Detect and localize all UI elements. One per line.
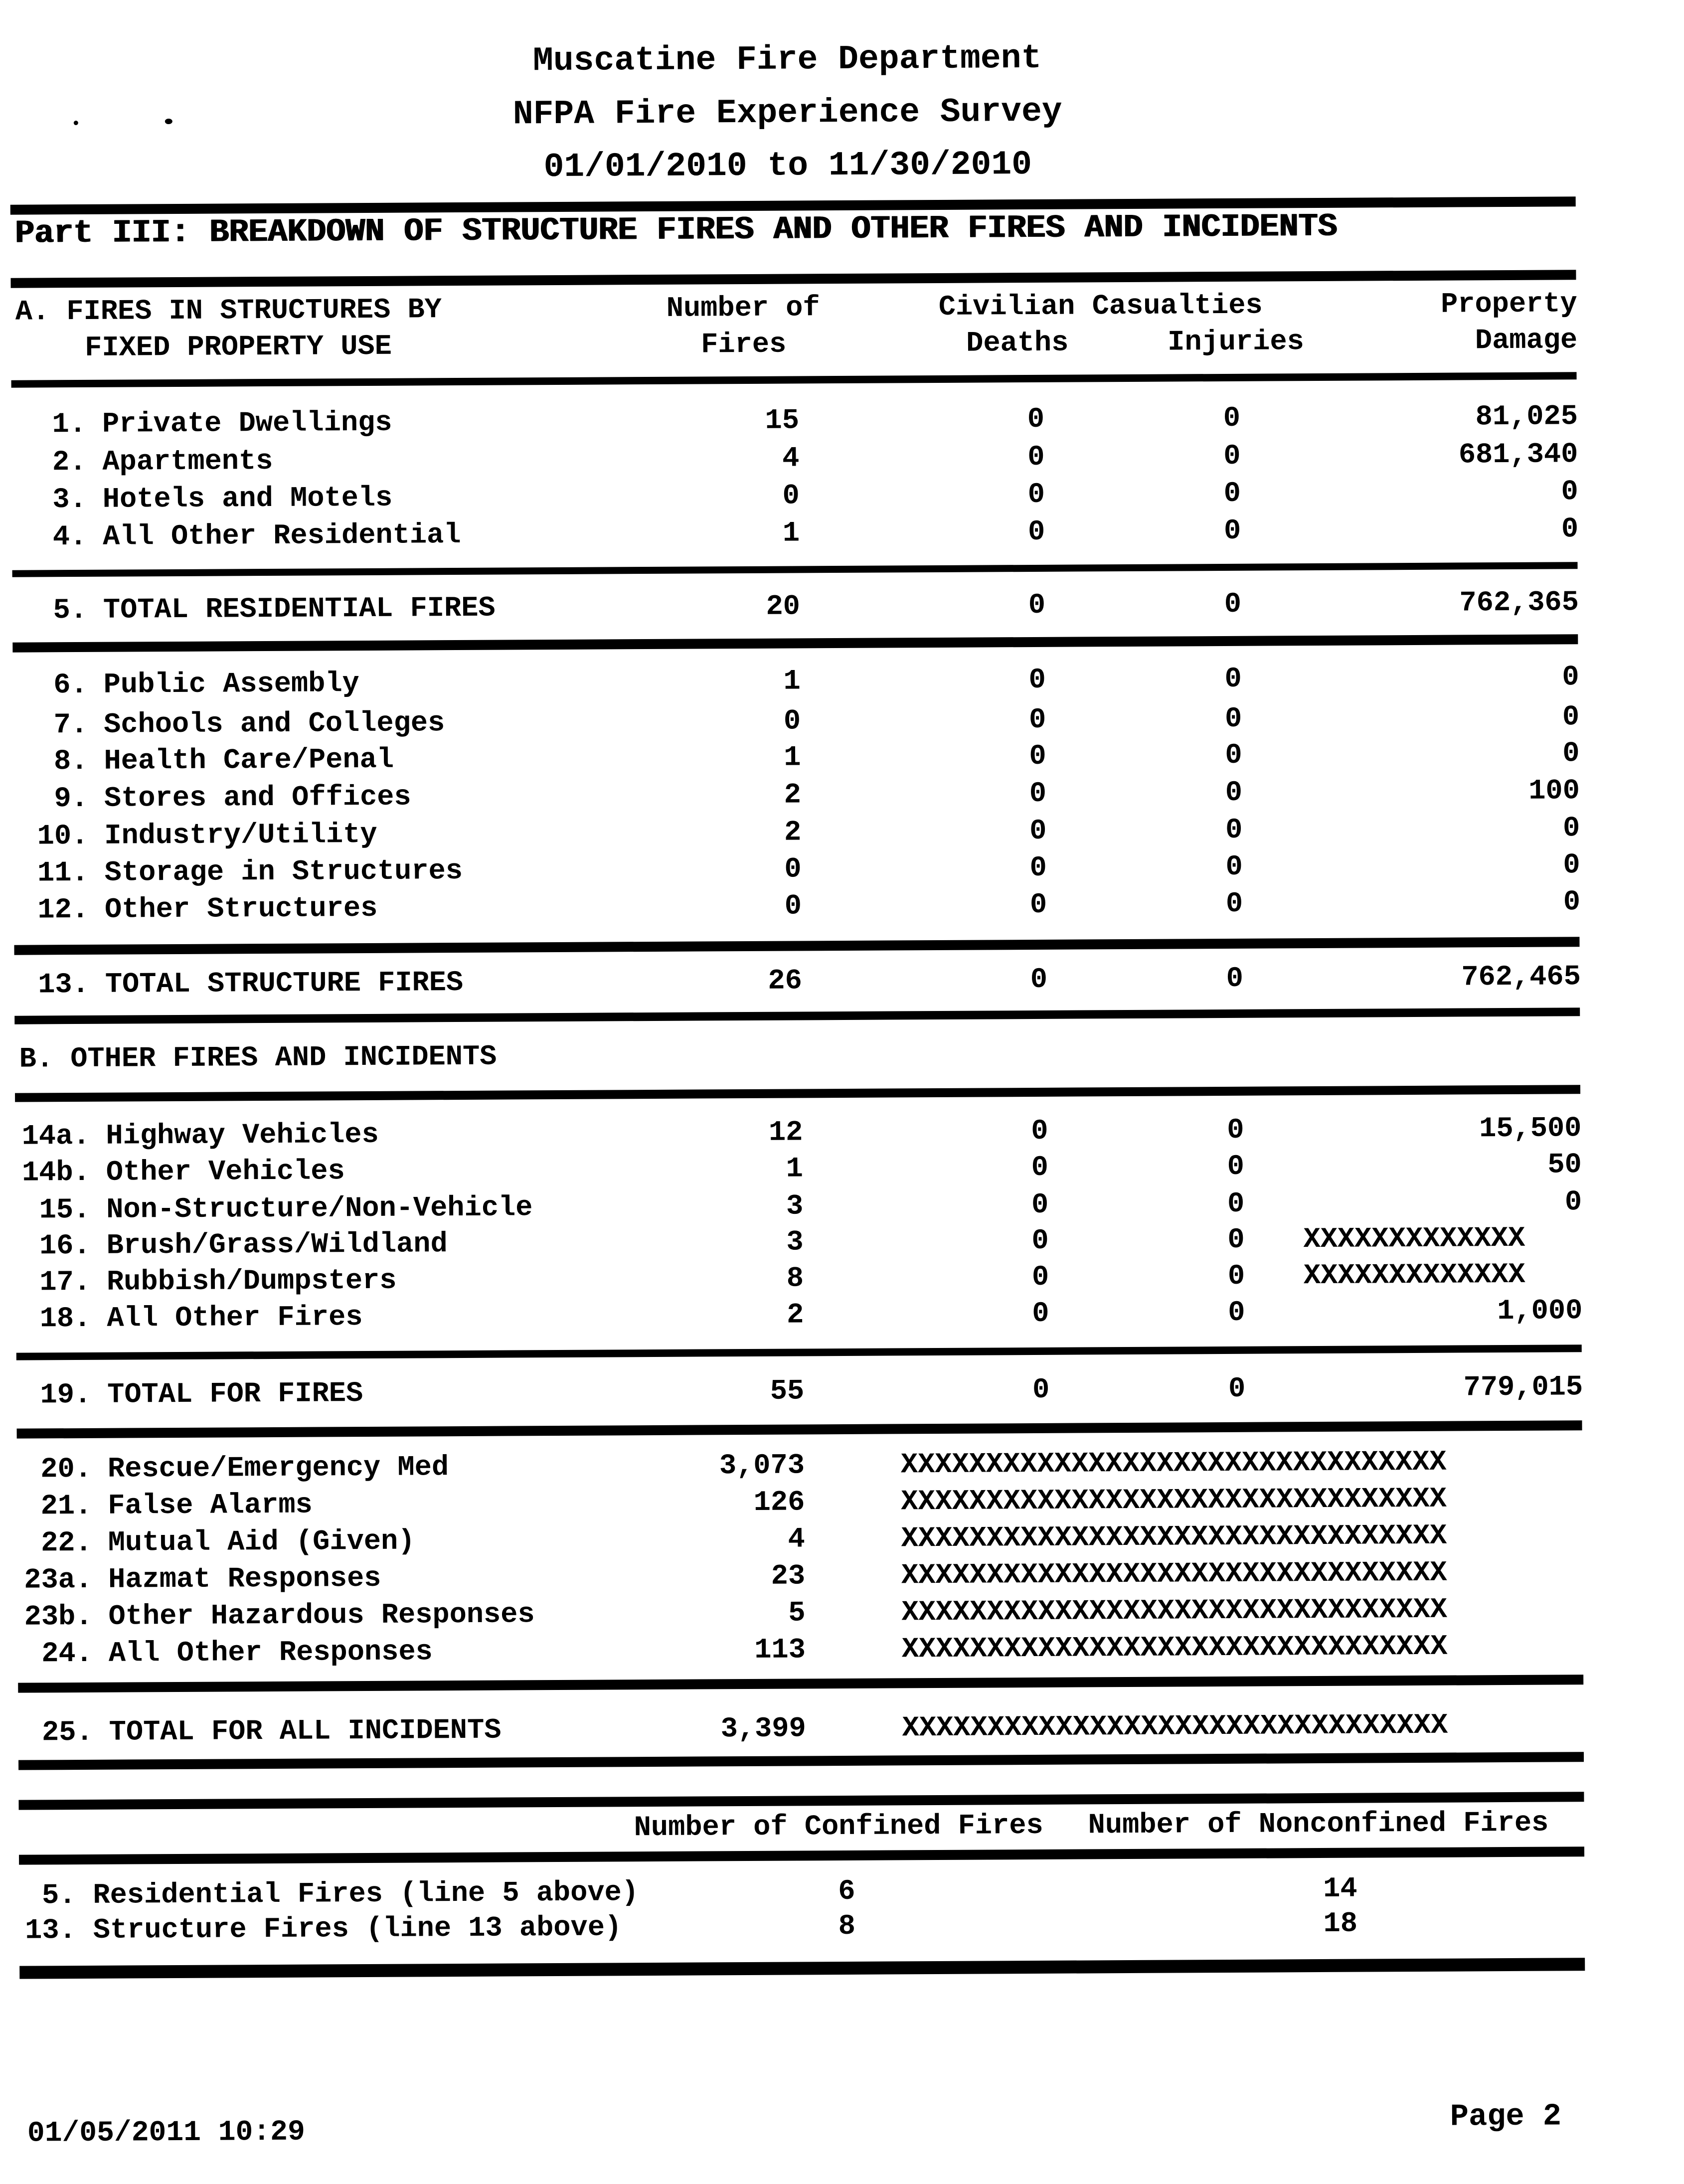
- horizontal-rule: [15, 1085, 1580, 1102]
- row-prefix: 11.: [37, 857, 89, 890]
- column-header-fixed-property: A. FIRES IN STRUCTURES BY: [15, 294, 442, 329]
- page-title: Muscatine Fire Department: [532, 39, 1042, 81]
- deaths-value: 0: [1029, 740, 1046, 773]
- injuries-value: 0: [1223, 440, 1241, 473]
- injuries-value: 0: [1227, 1114, 1244, 1147]
- horizontal-rule: [17, 1420, 1582, 1438]
- nonconfined-value: 14: [1323, 1873, 1357, 1905]
- table-row: [0, 848, 1683, 891]
- fires-value: 4: [788, 1523, 805, 1556]
- fires-value: 5: [788, 1597, 806, 1630]
- fires-value: 113: [754, 1634, 806, 1667]
- part-iii-heading: Part III: BREAKDOWN OF STRUCTURE FIRES AND OTHER FIRES AND INCIDENTS: [14, 208, 1338, 252]
- casualties-masked: XXXXXXXXXXXXXXXXXXXXXXXXXXXXXXXX: [901, 1483, 1447, 1518]
- column-header-deaths: Deaths: [966, 327, 1069, 360]
- fires-value: 1: [783, 666, 801, 698]
- column-header-damage: Damage: [1475, 325, 1578, 357]
- injuries-value: 0: [1224, 588, 1242, 621]
- injuries-value: 0: [1224, 703, 1242, 735]
- deaths-value: 0: [1028, 704, 1046, 737]
- fires-value: 8: [786, 1263, 804, 1295]
- deaths-value: 0: [1030, 964, 1048, 997]
- column-header-fixed-property-use: FIXED PROPERTY USE: [85, 331, 392, 364]
- injuries-value: 0: [1227, 1260, 1245, 1293]
- horizontal-rule: [19, 1958, 1585, 1979]
- row-prefix: 6.: [53, 669, 88, 702]
- row-prefix: 8.: [53, 745, 88, 778]
- fires-value: 12: [768, 1117, 803, 1149]
- row-label: Mutual Aid (Given): [108, 1525, 415, 1559]
- row-prefix: 4.: [52, 521, 87, 554]
- damage-value: 0: [1562, 662, 1579, 694]
- footer-timestamp: 01/05/2011 10:29: [27, 2116, 305, 2150]
- deaths-value: 0: [1029, 778, 1047, 811]
- table-row: [0, 960, 1684, 1003]
- table-row: [0, 1185, 1684, 1228]
- table-row: [0, 1221, 1684, 1264]
- table-row: [0, 736, 1683, 779]
- fires-value: 1: [782, 517, 800, 550]
- row-prefix: 10.: [37, 820, 89, 853]
- row-label: Rescue/Emergency Med: [107, 1452, 449, 1486]
- fires-value: 1: [784, 742, 801, 774]
- row-label: Public Assembly: [103, 668, 359, 701]
- row-label: Industry/Utility: [104, 819, 377, 852]
- row-label: Other Hazardous Responses: [108, 1599, 535, 1633]
- deaths-value: 0: [1027, 516, 1045, 549]
- row-prefix: 5.: [53, 594, 88, 627]
- casualties-masked: XXXXXXXXXXXXXXXXXXXXXXXXXXXXXXXX: [900, 1446, 1447, 1482]
- row-prefix: 5.: [41, 1880, 76, 1912]
- section-b-heading: B. OTHER FIRES AND INCIDENTS: [19, 1041, 497, 1076]
- table-row: [1, 1294, 1684, 1337]
- table-row: [2, 1518, 1684, 1561]
- confined-value: 8: [838, 1910, 856, 1943]
- row-label: All Other Residential: [103, 519, 461, 553]
- row-label: Hazmat Responses: [108, 1562, 381, 1596]
- row-label: Non-Structure/Non-Vehicle: [106, 1192, 533, 1226]
- damage-value: 50: [1547, 1149, 1582, 1181]
- injuries-value: 0: [1226, 963, 1244, 995]
- row-label: Apartments: [102, 445, 273, 479]
- row-label: TOTAL FOR FIRES: [107, 1378, 363, 1411]
- row-prefix: 12.: [37, 894, 89, 927]
- row-label: Other Structures: [104, 892, 378, 926]
- fires-value: 3,399: [720, 1713, 806, 1746]
- deaths-value: 0: [1027, 403, 1045, 436]
- deaths-value: 0: [1029, 889, 1047, 922]
- confined-value: 6: [838, 1875, 855, 1908]
- row-label: All Other Responses: [108, 1636, 433, 1670]
- column-header-confined-fires: Number of Confined Fires: [634, 1810, 1043, 1845]
- column-header-number-of: Number of: [666, 292, 820, 325]
- section-a-header-row-1: [0, 287, 1680, 330]
- injuries-value: 0: [1225, 777, 1243, 809]
- deaths-value: 0: [1031, 1261, 1049, 1294]
- nonconfined-value: 18: [1323, 1908, 1358, 1940]
- damage-value: 0: [1562, 738, 1580, 770]
- row-prefix: 23b.: [24, 1601, 93, 1634]
- table-row: [0, 700, 1682, 743]
- casualties-masked: XXXXXXXXXXXXXXXXXXXXXXXXXXXXXXXX: [901, 1631, 1448, 1666]
- row-prefix: 9.: [54, 783, 89, 816]
- row-label: All Other Fires: [107, 1302, 363, 1335]
- fires-value: 2: [784, 817, 802, 849]
- fires-value: 26: [768, 965, 803, 998]
- injuries-value: 0: [1223, 478, 1241, 510]
- damage-value: 0: [1562, 813, 1580, 845]
- fires-value: 2: [784, 779, 802, 812]
- section-a-header-row-2: [0, 323, 1680, 366]
- deaths-value: 0: [1027, 441, 1045, 474]
- footer-page-number: Page 2: [1450, 2098, 1562, 2135]
- row-label: Schools and Colleges: [103, 707, 445, 741]
- row-label: Storage in Structures: [104, 855, 463, 889]
- row-prefix: 3.: [52, 484, 87, 516]
- injuries-value: 0: [1228, 1297, 1245, 1329]
- table-row: [0, 774, 1683, 817]
- horizontal-rule: [18, 1675, 1583, 1692]
- row-label: Hotels and Motels: [102, 482, 393, 516]
- deaths-value: 0: [1031, 1189, 1049, 1222]
- row-prefix: 16.: [39, 1230, 91, 1263]
- row-prefix: 1.: [52, 408, 87, 441]
- damage-value: 681,340: [1458, 439, 1578, 472]
- column-header-property: Property: [1440, 288, 1577, 321]
- confined-table-header-row: [4, 1806, 1684, 1848]
- row-label: False Alarms: [108, 1489, 313, 1522]
- injuries-value: 0: [1227, 1188, 1245, 1220]
- horizontal-rule: [12, 634, 1578, 652]
- fires-value: 55: [770, 1375, 805, 1408]
- deaths-value: 0: [1031, 1152, 1049, 1184]
- damage-masked: XXXXXXXXXXXXX: [1303, 1222, 1525, 1256]
- row-label: Other Vehicles: [106, 1156, 345, 1189]
- fires-value: 3,073: [719, 1450, 805, 1483]
- table-row: [0, 437, 1681, 480]
- table-row: [0, 1148, 1684, 1190]
- damage-value: 0: [1561, 476, 1578, 508]
- fires-value: 20: [766, 591, 801, 623]
- row-label: Rubbish/Dumpsters: [106, 1265, 397, 1299]
- table-row: [0, 885, 1683, 928]
- damage-value: 81,025: [1475, 401, 1578, 434]
- casualties-masked: XXXXXXXXXXXXXXXXXXXXXXXXXXXXXXXX: [901, 1594, 1448, 1629]
- table-row: [0, 512, 1681, 555]
- fires-value: 23: [771, 1560, 806, 1593]
- row-label: Brush/Grass/Wildland: [106, 1228, 448, 1262]
- fires-value: 2: [786, 1299, 804, 1332]
- table-row: [0, 399, 1681, 442]
- fires-value: 0: [784, 890, 802, 923]
- deaths-value: 0: [1031, 1115, 1048, 1148]
- row-label: Structure Fires (line 13 above): [93, 1912, 622, 1947]
- horizontal-rule: [11, 372, 1577, 387]
- fires-value: 0: [784, 853, 802, 886]
- row-prefix: 18.: [39, 1303, 91, 1336]
- damage-value: 779,015: [1463, 1371, 1583, 1404]
- table-row: [2, 1555, 1684, 1598]
- row-prefix: 13.: [38, 969, 90, 1002]
- row-prefix: 20.: [40, 1453, 92, 1486]
- injuries-value: 0: [1223, 402, 1241, 435]
- horizontal-rule: [14, 1008, 1580, 1024]
- deaths-value: 0: [1028, 589, 1046, 622]
- horizontal-rule: [19, 1847, 1584, 1864]
- row-prefix: 21.: [40, 1490, 92, 1523]
- column-header-injuries: Injuries: [1167, 326, 1304, 359]
- row-label: Residential Fires (line 5 above): [93, 1877, 639, 1912]
- row-prefix: 13.: [25, 1915, 76, 1947]
- row-prefix: 14a.: [21, 1120, 90, 1153]
- fires-value: 0: [783, 705, 801, 738]
- row-label: TOTAL RESIDENTIAL FIRES: [103, 592, 496, 627]
- table-row: [1, 1257, 1684, 1300]
- horizontal-rule: [14, 937, 1579, 955]
- damage-value: 762,465: [1461, 961, 1581, 994]
- damage-value: 762,365: [1459, 587, 1579, 620]
- horizontal-rule: [18, 1752, 1584, 1770]
- injuries-value: 0: [1228, 1373, 1246, 1405]
- row-label: Highway Vehicles: [106, 1119, 379, 1153]
- table-row: [0, 660, 1682, 703]
- damage-value: 0: [1563, 886, 1581, 919]
- row-label: Stores and Offices: [104, 781, 411, 815]
- row-prefix: 25.: [41, 1716, 93, 1749]
- damage-value: 0: [1562, 701, 1580, 734]
- fires-value: 4: [782, 443, 800, 475]
- damage-value: 0: [1564, 1186, 1582, 1219]
- horizontal-rule: [16, 1344, 1582, 1360]
- deaths-value: 0: [1029, 815, 1047, 848]
- deaths-value: 0: [1032, 1374, 1050, 1407]
- table-row: [3, 1629, 1684, 1672]
- deaths-value: 0: [1031, 1225, 1049, 1258]
- table-row: [2, 1444, 1684, 1487]
- row-prefix: 24.: [41, 1638, 93, 1671]
- damage-value: 0: [1563, 849, 1580, 882]
- table-row: [0, 585, 1682, 628]
- column-header-civilian-casualties: Civilian Casualties: [938, 290, 1263, 324]
- fires-value: 1: [786, 1153, 804, 1185]
- injuries-value: 0: [1223, 515, 1241, 547]
- deaths-value: 0: [1029, 852, 1047, 885]
- table-row: [0, 1111, 1684, 1154]
- row-prefix: 14b.: [21, 1157, 91, 1189]
- row-prefix: 17.: [39, 1266, 91, 1299]
- table-row: [1, 1370, 1684, 1413]
- horizontal-rule: [12, 562, 1578, 577]
- column-header-nonconfined-fires: Number of Nonconfined Fires: [1088, 1807, 1549, 1842]
- damage-masked: XXXXXXXXXXXXX: [1303, 1259, 1525, 1293]
- fires-value: 15: [765, 405, 800, 437]
- row-prefix: 2.: [52, 446, 87, 479]
- row-prefix: 15.: [39, 1194, 91, 1227]
- deaths-value: 0: [1032, 1298, 1049, 1331]
- damage-value: 1,000: [1497, 1295, 1583, 1328]
- page-subtitle: NFPA Fire Experience Survey: [512, 92, 1062, 134]
- table-row: [2, 1592, 1684, 1635]
- fires-value: 3: [786, 1226, 804, 1259]
- deaths-value: 0: [1027, 479, 1045, 511]
- injuries-value: 0: [1227, 1224, 1245, 1256]
- casualties-masked: XXXXXXXXXXXXXXXXXXXXXXXXXXXXXXXX: [901, 1557, 1447, 1592]
- table-row: [0, 811, 1683, 854]
- injuries-value: 0: [1225, 739, 1242, 772]
- casualties-masked: XXXXXXXXXXXXXXXXXXXXXXXXXXXXXXXX: [901, 1520, 1447, 1555]
- injuries-value: 0: [1225, 814, 1243, 846]
- table-row: [0, 475, 1681, 517]
- row-label: TOTAL STRUCTURE FIRES: [105, 967, 464, 1001]
- damage-value: 0: [1561, 513, 1579, 546]
- damage-value: 15,500: [1479, 1113, 1582, 1146]
- row-label: Health Care/Penal: [104, 744, 394, 778]
- deaths-value: 0: [1028, 664, 1046, 697]
- horizontal-rule: [10, 270, 1576, 288]
- table-row: [2, 1481, 1684, 1524]
- fires-value: 126: [753, 1487, 805, 1519]
- fires-value: 3: [786, 1190, 804, 1223]
- row-label: TOTAL FOR ALL INCIDENTS: [109, 1714, 502, 1749]
- row-prefix: 22.: [40, 1527, 92, 1560]
- row-prefix: 7.: [53, 709, 88, 742]
- date-range: 01/01/2010 to 11/30/2010: [543, 145, 1032, 187]
- row-prefix: 23a.: [24, 1564, 93, 1597]
- fires-value: 0: [782, 480, 800, 512]
- injuries-value: 0: [1225, 888, 1243, 920]
- row-label: Private Dwellings: [102, 407, 392, 441]
- table-row: [3, 1707, 1684, 1750]
- casualties-masked: XXXXXXXXXXXXXXXXXXXXXXXXXXXXXXXX: [902, 1709, 1448, 1745]
- row-prefix: 19.: [40, 1379, 92, 1412]
- column-header-fires: Fires: [701, 329, 787, 361]
- injuries-value: 0: [1225, 851, 1243, 883]
- damage-value: 100: [1528, 775, 1580, 808]
- injuries-value: 0: [1227, 1151, 1245, 1183]
- injuries-value: 0: [1224, 663, 1242, 695]
